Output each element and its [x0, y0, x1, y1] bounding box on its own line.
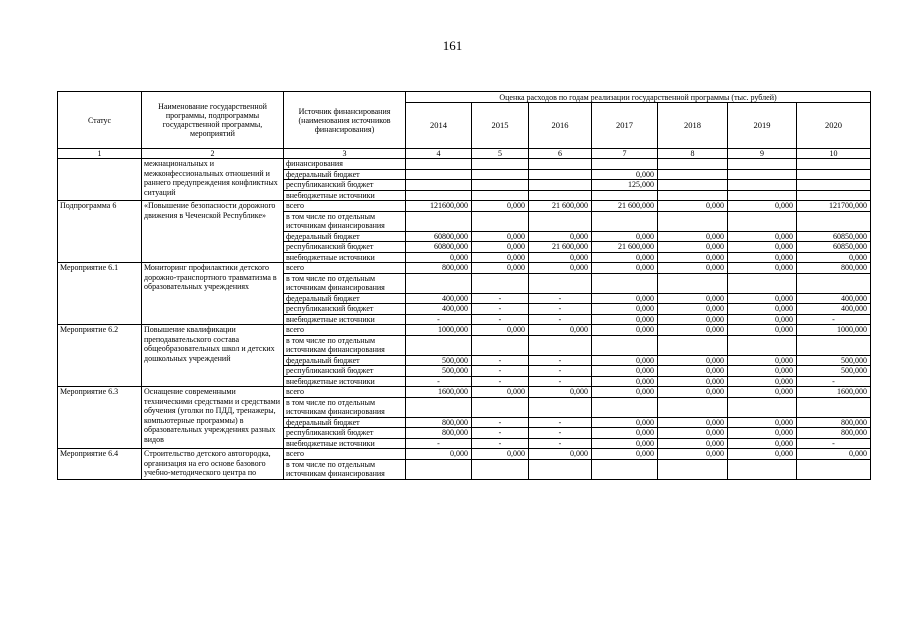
value-cell: 0,000: [658, 428, 728, 439]
value-cell: 0,000: [592, 263, 658, 274]
value-cell: [529, 190, 592, 201]
value-cell: 0,000: [592, 376, 658, 387]
source-cell: федеральный бюджет: [284, 293, 406, 304]
table-row: [58, 449, 871, 460]
value-cell: 0,000: [592, 169, 658, 180]
value-cell: 400,000: [406, 304, 472, 315]
value-cell: 0,000: [406, 449, 472, 460]
value-cell: 60800,000: [406, 231, 472, 242]
value-cell: 800,000: [797, 263, 871, 274]
value-cell: -: [529, 293, 592, 304]
value-cell: -: [797, 438, 871, 449]
value-cell: 400,000: [797, 293, 871, 304]
value-cell: [406, 169, 472, 180]
value-cell: [797, 159, 871, 170]
value-cell: 121700,000: [797, 201, 871, 212]
source-cell: республиканский бюджет: [284, 428, 406, 439]
value-cell: [728, 397, 797, 417]
value-cell: 0,000: [592, 355, 658, 366]
value-cell: 0,000: [728, 355, 797, 366]
value-cell: 0,000: [472, 242, 529, 253]
value-cell: -: [797, 376, 871, 387]
value-cell: 0,000: [658, 304, 728, 315]
value-cell: 0,000: [472, 231, 529, 242]
header-year: 2017: [592, 103, 658, 149]
value-cell: [406, 211, 472, 231]
value-cell: 0,000: [728, 376, 797, 387]
value-cell: [728, 190, 797, 201]
value-cell: 0,000: [658, 387, 728, 398]
value-cell: [406, 397, 472, 417]
value-cell: [406, 273, 472, 293]
value-cell: 0,000: [529, 263, 592, 274]
source-cell: всего: [284, 263, 406, 274]
value-cell: 0,000: [728, 304, 797, 315]
value-cell: 0,000: [472, 252, 529, 263]
value-cell: 1600,000: [406, 387, 472, 398]
source-cell: республиканский бюджет: [284, 242, 406, 253]
column-number: 2: [142, 149, 284, 159]
value-cell: 21 600,000: [529, 242, 592, 253]
value-cell: [529, 169, 592, 180]
value-cell: -: [472, 314, 529, 325]
value-cell: -: [406, 314, 472, 325]
value-cell: 1000,000: [797, 325, 871, 336]
value-cell: -: [529, 438, 592, 449]
value-cell: [728, 211, 797, 231]
value-cell: [728, 169, 797, 180]
value-cell: 0,000: [658, 231, 728, 242]
value-cell: [472, 159, 529, 170]
header-year: 2018: [658, 103, 728, 149]
value-cell: [592, 211, 658, 231]
value-cell: 0,000: [728, 387, 797, 398]
value-cell: 0,000: [592, 387, 658, 398]
value-cell: 400,000: [797, 304, 871, 315]
source-cell: республиканский бюджет: [284, 180, 406, 191]
source-cell: всего: [284, 201, 406, 212]
source-cell: всего: [284, 449, 406, 460]
value-cell: [658, 159, 728, 170]
value-cell: 0,000: [728, 417, 797, 428]
source-cell: республиканский бюджет: [284, 366, 406, 377]
value-cell: 0,000: [472, 201, 529, 212]
header-year: 2019: [728, 103, 797, 149]
value-cell: 0,000: [658, 376, 728, 387]
column-number-row: [58, 149, 871, 159]
value-cell: [406, 159, 472, 170]
value-cell: 0,000: [592, 314, 658, 325]
status-cell: Мероприятие 6.2: [58, 325, 142, 387]
value-cell: 125,000: [592, 180, 658, 191]
value-cell: [728, 335, 797, 355]
value-cell: [658, 190, 728, 201]
source-cell: всего: [284, 387, 406, 398]
value-cell: [797, 211, 871, 231]
value-cell: [472, 397, 529, 417]
value-cell: [728, 180, 797, 191]
value-cell: 0,000: [592, 438, 658, 449]
value-cell: 21 600,000: [529, 201, 592, 212]
value-cell: [529, 397, 592, 417]
value-cell: 800,000: [406, 417, 472, 428]
value-cell: [472, 273, 529, 293]
value-cell: 0,000: [658, 293, 728, 304]
value-cell: 0,000: [658, 449, 728, 460]
table-row: [58, 159, 871, 170]
source-cell: внебюджетные источники: [284, 438, 406, 449]
value-cell: [592, 335, 658, 355]
column-number: 5: [472, 149, 529, 159]
value-cell: [797, 190, 871, 201]
name-cell: Строительство детского автогородка, организация на его основе базового учебно-методического центра по: [142, 449, 284, 480]
value-cell: 0,000: [529, 387, 592, 398]
value-cell: [472, 459, 529, 479]
source-cell: федеральный бюджет: [284, 231, 406, 242]
source-cell: федеральный бюджет: [284, 417, 406, 428]
value-cell: 0,000: [658, 242, 728, 253]
name-cell: Оснащение современными техническими средствами и средствами обучения (уголки по ПДД, тренажеры, компьютерные программы) в образовательных учреждениях разных видов: [142, 387, 284, 449]
header-year: 2020: [797, 103, 871, 149]
value-cell: 0,000: [529, 252, 592, 263]
header-source: Источник финансирования (наименования источников финансирования): [284, 92, 406, 149]
value-cell: [658, 459, 728, 479]
value-cell: 0,000: [728, 252, 797, 263]
value-cell: 0,000: [592, 231, 658, 242]
value-cell: -: [529, 376, 592, 387]
table-row: [58, 201, 871, 212]
value-cell: 500,000: [797, 355, 871, 366]
source-cell: в том числе по отдельным источникам финансирования: [284, 273, 406, 293]
value-cell: 500,000: [406, 355, 472, 366]
value-cell: -: [472, 355, 529, 366]
header-year: 2016: [529, 103, 592, 149]
value-cell: 0,000: [658, 417, 728, 428]
status-cell: Мероприятие 6.1: [58, 263, 142, 325]
value-cell: 0,000: [592, 449, 658, 460]
name-cell: Повышение квалификации преподавательского состава общеобразовательных школ и детских дошкольных учреждений: [142, 325, 284, 387]
value-cell: -: [472, 304, 529, 315]
value-cell: 0,000: [728, 428, 797, 439]
source-cell: в том числе по отдельным источникам финансирования: [284, 397, 406, 417]
column-number: 10: [797, 149, 871, 159]
value-cell: 0,000: [658, 325, 728, 336]
value-cell: [592, 273, 658, 293]
value-cell: -: [472, 428, 529, 439]
value-cell: [728, 159, 797, 170]
value-cell: [472, 335, 529, 355]
value-cell: 0,000: [529, 449, 592, 460]
value-cell: [529, 335, 592, 355]
value-cell: 0,000: [472, 325, 529, 336]
value-cell: -: [472, 293, 529, 304]
value-cell: 0,000: [592, 428, 658, 439]
value-cell: -: [472, 366, 529, 377]
value-cell: 0,000: [728, 242, 797, 253]
value-cell: [529, 273, 592, 293]
value-cell: -: [529, 366, 592, 377]
value-cell: [592, 397, 658, 417]
name-cell: «Повышение безопасности дорожного движения в Чеченской Республике»: [142, 201, 284, 263]
column-number: 7: [592, 149, 658, 159]
value-cell: -: [406, 376, 472, 387]
value-cell: 800,000: [797, 428, 871, 439]
value-cell: 0,000: [658, 355, 728, 366]
source-cell: внебюджетные источники: [284, 252, 406, 263]
value-cell: [797, 397, 871, 417]
value-cell: 0,000: [728, 325, 797, 336]
value-cell: [658, 169, 728, 180]
value-cell: 0,000: [797, 252, 871, 263]
column-number: 9: [728, 149, 797, 159]
value-cell: 60800,000: [406, 242, 472, 253]
value-cell: 0,000: [592, 366, 658, 377]
value-cell: 0,000: [658, 263, 728, 274]
header-year: 2014: [406, 103, 472, 149]
table-row: [58, 263, 871, 274]
column-number: 8: [658, 149, 728, 159]
source-cell: финансирования: [284, 159, 406, 170]
value-cell: 0,000: [728, 293, 797, 304]
value-cell: 0,000: [658, 314, 728, 325]
source-cell: внебюджетные источники: [284, 376, 406, 387]
header-estimate: Оценка расходов по годам реализации государственной программы (тыс. рублей): [406, 92, 871, 103]
value-cell: -: [529, 355, 592, 366]
source-cell: в том числе по отдельным источникам финансирования: [284, 459, 406, 479]
value-cell: [728, 273, 797, 293]
value-cell: [797, 169, 871, 180]
value-cell: -: [529, 428, 592, 439]
value-cell: 500,000: [797, 366, 871, 377]
value-cell: -: [472, 376, 529, 387]
value-cell: 0,000: [472, 449, 529, 460]
value-cell: 0,000: [728, 231, 797, 242]
column-number: 1: [58, 149, 142, 159]
value-cell: 0,000: [529, 325, 592, 336]
value-cell: [472, 211, 529, 231]
source-cell: всего: [284, 325, 406, 336]
header-name: Наименование государственной программы, подпрограммы государственной программы, мероприятий: [142, 92, 284, 149]
source-cell: федеральный бюджет: [284, 355, 406, 366]
value-cell: 800,000: [406, 263, 472, 274]
value-cell: [472, 180, 529, 191]
value-cell: 0,000: [797, 449, 871, 460]
value-cell: 21 600,000: [592, 201, 658, 212]
value-cell: [797, 180, 871, 191]
value-cell: [797, 459, 871, 479]
value-cell: 0,000: [472, 263, 529, 274]
value-cell: 60850,000: [797, 242, 871, 253]
column-number: 3: [284, 149, 406, 159]
value-cell: 1000,000: [406, 325, 472, 336]
value-cell: 0,000: [592, 304, 658, 315]
value-cell: 500,000: [406, 366, 472, 377]
budget-table: [57, 91, 871, 480]
status-cell: Мероприятие 6.3: [58, 387, 142, 449]
value-cell: 0,000: [658, 366, 728, 377]
value-cell: 0,000: [728, 438, 797, 449]
value-cell: [592, 190, 658, 201]
value-cell: [658, 397, 728, 417]
value-cell: [406, 180, 472, 191]
value-cell: 0,000: [658, 438, 728, 449]
value-cell: 21 600,000: [592, 242, 658, 253]
status-cell: [58, 159, 142, 201]
value-cell: -: [529, 304, 592, 315]
value-cell: 0,000: [592, 417, 658, 428]
value-cell: 0,000: [406, 252, 472, 263]
value-cell: [658, 273, 728, 293]
value-cell: [592, 459, 658, 479]
value-cell: 0,000: [472, 387, 529, 398]
value-cell: 0,000: [592, 252, 658, 263]
value-cell: 60850,000: [797, 231, 871, 242]
page-number: 161: [442, 38, 463, 53]
value-cell: -: [529, 314, 592, 325]
value-cell: -: [529, 417, 592, 428]
value-cell: [658, 335, 728, 355]
value-cell: [728, 459, 797, 479]
value-cell: [472, 190, 529, 201]
source-cell: внебюджетные источники: [284, 314, 406, 325]
value-cell: 0,000: [658, 201, 728, 212]
source-cell: в том числе по отдельным источникам финансирования: [284, 211, 406, 231]
value-cell: 0,000: [728, 314, 797, 325]
value-cell: -: [472, 438, 529, 449]
value-cell: 1600,000: [797, 387, 871, 398]
value-cell: [592, 159, 658, 170]
header-year: 2015: [472, 103, 529, 149]
name-cell: межнациональных и межконфессиональных отношений и раннего предупреждения конфликтных ситуаций: [142, 159, 284, 201]
source-cell: республиканский бюджет: [284, 304, 406, 315]
value-cell: 0,000: [728, 201, 797, 212]
value-cell: [529, 211, 592, 231]
value-cell: [658, 180, 728, 191]
value-cell: [529, 159, 592, 170]
value-cell: [529, 180, 592, 191]
header-row: [58, 92, 871, 103]
value-cell: 800,000: [406, 428, 472, 439]
value-cell: -: [797, 314, 871, 325]
value-cell: 800,000: [797, 417, 871, 428]
value-cell: [472, 169, 529, 180]
status-cell: Подпрограмма 6: [58, 201, 142, 263]
value-cell: 0,000: [592, 325, 658, 336]
value-cell: 0,000: [728, 263, 797, 274]
value-cell: [797, 273, 871, 293]
source-cell: в том числе по отдельным источникам финансирования: [284, 335, 406, 355]
column-number: 4: [406, 149, 472, 159]
value-cell: 0,000: [728, 366, 797, 377]
column-number: 6: [529, 149, 592, 159]
value-cell: 0,000: [592, 293, 658, 304]
value-cell: 0,000: [658, 252, 728, 263]
value-cell: -: [406, 438, 472, 449]
source-cell: федеральный бюджет: [284, 169, 406, 180]
value-cell: -: [472, 417, 529, 428]
value-cell: [658, 211, 728, 231]
value-cell: [529, 459, 592, 479]
table-row: [58, 387, 871, 398]
value-cell: 0,000: [529, 231, 592, 242]
status-cell: Мероприятие 6.4: [58, 449, 142, 480]
header-status: Статус: [58, 92, 142, 149]
value-cell: [406, 459, 472, 479]
table-row: [58, 325, 871, 336]
value-cell: 400,000: [406, 293, 472, 304]
value-cell: [797, 335, 871, 355]
value-cell: [406, 335, 472, 355]
value-cell: [406, 190, 472, 201]
value-cell: 121600,000: [406, 201, 472, 212]
value-cell: 0,000: [728, 449, 797, 460]
name-cell: Мониторинг профилактики детского дорожно-транспортного травматизма в образовательных учреждениях: [142, 263, 284, 325]
source-cell: внебюджетные источники: [284, 190, 406, 201]
